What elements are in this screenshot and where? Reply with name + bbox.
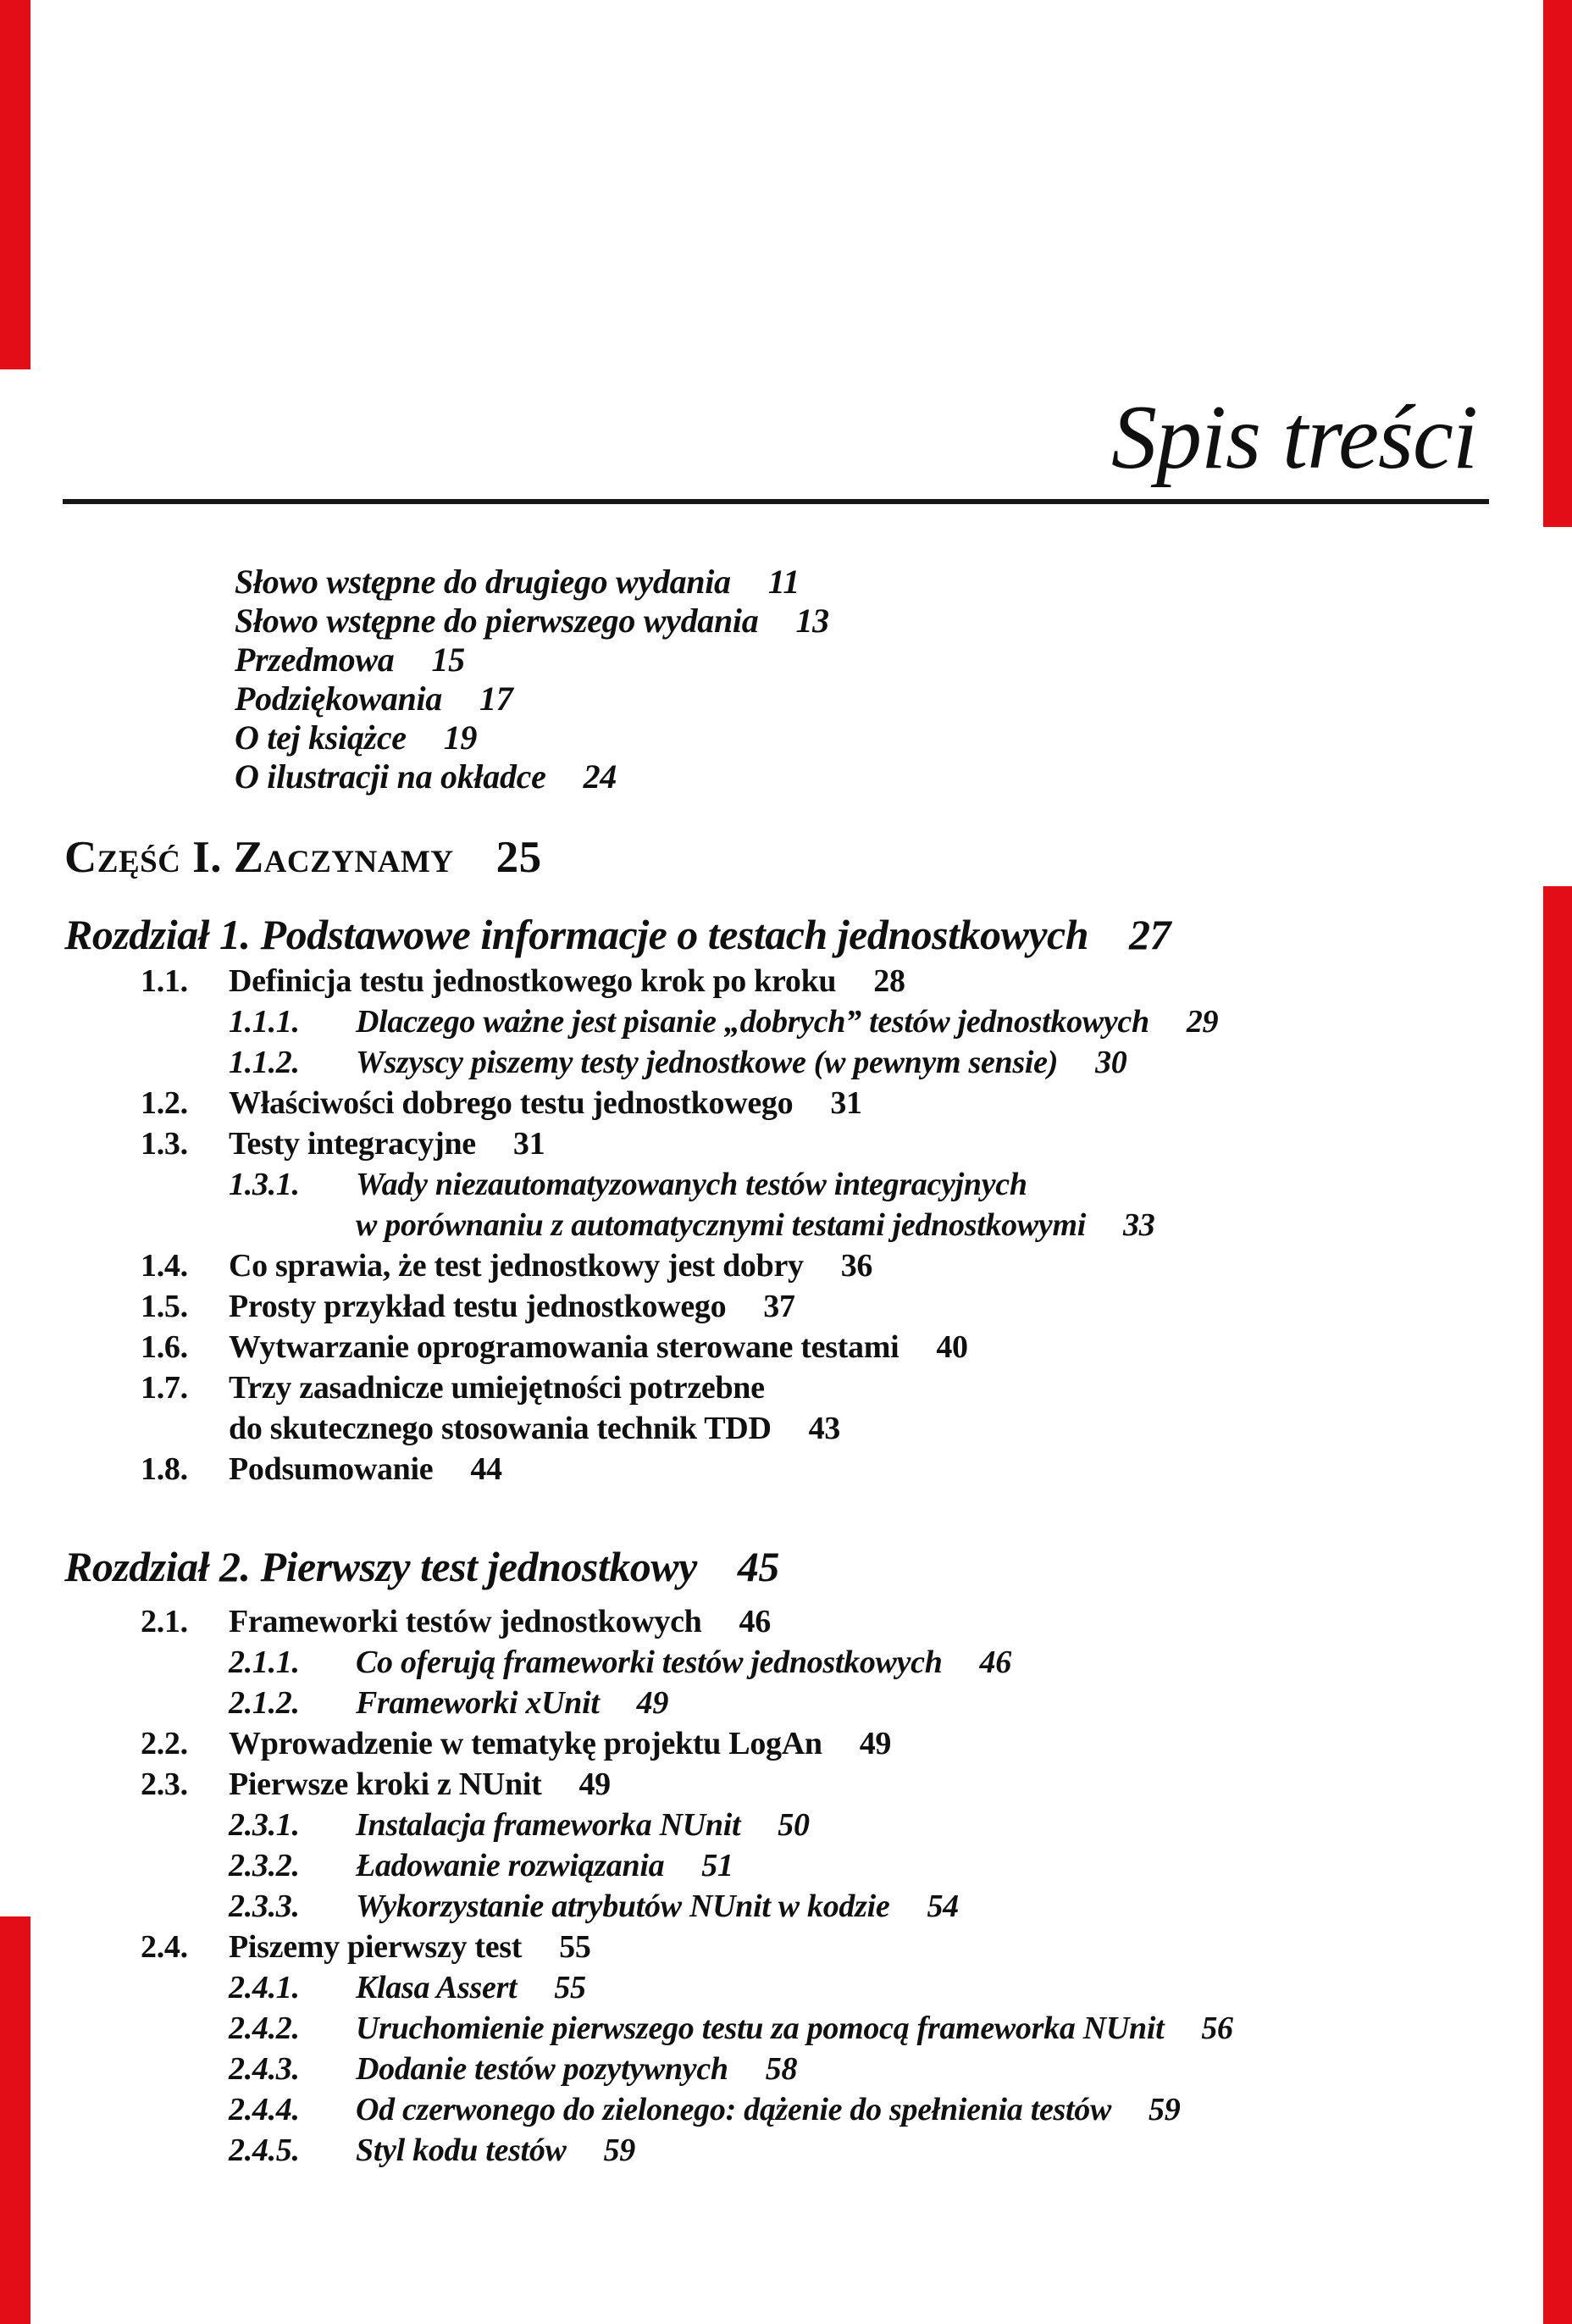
toc-entry-number: 2.1.1. [229, 1645, 300, 1680]
toc-entry-number: 1.8. [141, 1451, 188, 1487]
toc-entry-page: 17 [479, 679, 513, 718]
toc-entry-page: 28 [873, 963, 905, 999]
toc-entry-number: 2.3.1. [229, 1807, 300, 1843]
toc-entry [0, 1845, 1572, 1886]
toc-entry-label: Pierwsze kroki z NUnit [229, 1767, 542, 1802]
toc-entry-page: 19 [443, 718, 478, 757]
chapter-2-entries [0, 1601, 1572, 2171]
toc-entry-page: 24 [583, 757, 617, 796]
toc-entry-number: 2.1. [141, 1604, 188, 1639]
toc-entry-number: 1.6. [141, 1329, 188, 1365]
title-rule [63, 499, 1489, 504]
toc-entry [235, 718, 829, 757]
toc-entry-label: Wykorzystanie atrybutów NUnit w kodzie [356, 1889, 890, 1924]
chapter-1-entries [0, 961, 1572, 1489]
toc-entry [0, 2089, 1572, 2130]
toc-entry-continuation [0, 1408, 1572, 1449]
toc-entry-label: Trzy zasadnicze umiejętności potrzebne [229, 1370, 765, 1406]
toc-entry-label: Właściwości dobrego testu jednostkowego [229, 1085, 794, 1121]
toc-entry-number: 2.4. [141, 1929, 188, 1965]
chapter-heading-label: Rozdział 2. Pierwszy test jednostkowy [64, 1543, 697, 1590]
toc-entry-label: Dlaczego ważne jest pisanie „dobrych” testów jednostkowych [356, 1004, 1149, 1040]
toc-entry-label: O ilustracji na okładce [235, 757, 546, 796]
toc-entry-label: Dodanie testów pozytywnych [356, 2051, 728, 2087]
toc-entry [235, 757, 829, 796]
toc-entry-label: Co sprawia, że test jednostkowy jest dobry [229, 1248, 804, 1284]
toc-entry-number: 2.3. [141, 1767, 188, 1802]
toc-entry-number: 2.4.5. [229, 2133, 300, 2168]
toc-entry-number: 2.3.2. [229, 1848, 300, 1883]
toc-entry [0, 1927, 1572, 1967]
toc-entry [235, 641, 829, 679]
toc-entry [0, 1642, 1572, 1683]
toc-entry [0, 1042, 1572, 1083]
toc-entry-number: 1.5. [141, 1289, 188, 1324]
toc-entry [0, 961, 1572, 1001]
toc-entry [235, 563, 829, 602]
toc-entry-page: 49 [578, 1767, 611, 1802]
toc-entry-number: 1.7. [141, 1370, 188, 1406]
toc-entry-number: 2.1.2. [229, 1685, 300, 1721]
toc-entry-page: 37 [763, 1289, 795, 1324]
toc-entry [0, 1083, 1572, 1123]
toc-entry-page: 11 [767, 563, 800, 601]
toc-entry-label: Podziękowania [235, 679, 443, 718]
toc-entry-page: 49 [636, 1685, 669, 1721]
toc-entry-label: Od czerwonego do zielonego: dążenie do spełnienia testów [356, 2092, 1112, 2127]
toc-entry [0, 1123, 1572, 1164]
toc-entry-page: 49 [859, 1726, 892, 1761]
toc-entry-label: Styl kodu testów [356, 2133, 567, 2168]
toc-entry [0, 2008, 1572, 2049]
toc-entry-label: Piszemy pierwszy test [229, 1929, 523, 1965]
toc-entry-page: 15 [431, 641, 465, 679]
toc-entry-page: 59 [1149, 2092, 1181, 2127]
toc-entry-page: 33 [1123, 1207, 1155, 1243]
toc-entry [0, 1886, 1572, 1927]
toc-entry-number: 1.1. [141, 963, 188, 999]
toc-entry [0, 1723, 1572, 1764]
toc-entry-label: Wszyscy piszemy testy jednostkowe (w pewnym sensie) [356, 1045, 1059, 1080]
toc-entry [0, 1001, 1572, 1042]
chapter-heading-page: 45 [737, 1543, 779, 1590]
toc-entry-page: 44 [470, 1451, 502, 1487]
page-edge-right-top [1543, 0, 1572, 527]
toc-entry-page: 30 [1095, 1045, 1127, 1080]
toc-entry-number: 2.2. [141, 1726, 188, 1761]
toc-entry-page: 36 [840, 1248, 873, 1284]
toc-entry-label: Słowo wstępne do pierwszego wydania [235, 602, 759, 640]
toc-entry-label: Słowo wstępne do drugiego wydania [235, 563, 731, 601]
toc-entry [235, 679, 829, 718]
toc-entry-page: 43 [808, 1411, 841, 1446]
toc-entry-page: 51 [701, 1848, 733, 1883]
toc-entry [0, 1764, 1572, 1805]
toc-entry [0, 2049, 1572, 2089]
toc-entry-page: 59 [603, 2133, 635, 2168]
part-heading-page: 25 [495, 833, 542, 882]
toc-entry [0, 1245, 1572, 1286]
toc-entry-label: Wytwarzanie oprogramowania sterowane testami [229, 1329, 899, 1365]
toc-entry [0, 1683, 1572, 1723]
toc-entry-page: 55 [559, 1929, 591, 1965]
toc-entry-number: 2.4.4. [229, 2092, 300, 2127]
toc-entry-continuation [0, 1205, 1572, 1245]
toc-entry-page: 50 [778, 1807, 810, 1843]
toc-entry-page: 46 [979, 1645, 1011, 1680]
toc-entry-number: 1.2. [141, 1085, 188, 1121]
chapter-1-heading [64, 913, 1171, 956]
toc-entry [235, 602, 829, 641]
toc-entry-label: Wprowadzenie w tematykę projektu LogAn [229, 1726, 822, 1761]
toc-entry [0, 1601, 1572, 1642]
toc-entry-label: w porównaniu z automatycznymi testami jednostkowymi [356, 1207, 1086, 1243]
toc-entry-label: Wady niezautomatyzowanych testów integracyjnych [356, 1167, 1027, 1202]
page-title: Spis treści [1111, 387, 1477, 488]
toc-entry [0, 1449, 1572, 1489]
chapter-heading-label: Rozdział 1. Podstawowe informacje o testach jednostkowych [64, 911, 1089, 958]
toc-entry [0, 1967, 1572, 2008]
toc-entry-page: 31 [512, 1126, 545, 1162]
toc-entry-page: 54 [927, 1889, 959, 1924]
toc-entry [0, 1286, 1572, 1327]
page-edge-left-top [0, 0, 30, 369]
toc-entry-number: 1.4. [141, 1248, 188, 1284]
toc-entry-page: 56 [1201, 2011, 1233, 2046]
toc-entry-page: 40 [936, 1329, 968, 1365]
toc-entry-label: Uruchomienie pierwszego testu za pomocą frameworka NUnit [356, 2011, 1165, 2046]
toc-entry-label: Klasa Assert [356, 1970, 518, 2005]
toc-entry [0, 2130, 1572, 2171]
toc-entry-label: Podsumowanie [229, 1451, 434, 1487]
part-heading [64, 835, 542, 880]
toc-entry-number: 1.3. [141, 1126, 188, 1162]
toc-entry-label: Prosty przykład testu jednostkowego [229, 1289, 727, 1324]
toc-entry-page: 13 [795, 602, 829, 640]
toc-entry-number: 2.4.2. [229, 2011, 300, 2046]
toc-entry [0, 1164, 1572, 1205]
toc-entry-number: 2.3.3. [229, 1889, 300, 1924]
toc-entry-page: 58 [765, 2051, 798, 2087]
toc-entry-label: Przedmowa [235, 641, 395, 679]
toc-entry-number: 1.1.2. [229, 1045, 300, 1080]
toc-entry-number: 1.1.1. [229, 1004, 300, 1040]
toc-entry [0, 1367, 1572, 1408]
front-matter-list [235, 563, 829, 796]
toc-entry-label: Co oferują frameworki testów jednostkowych [356, 1645, 943, 1680]
toc-entry-label: Definicja testu jednostkowego krok po kroku [229, 963, 837, 999]
toc-entry-label: Instalacja frameworka NUnit [356, 1807, 741, 1843]
chapter-heading-page: 27 [1129, 911, 1171, 958]
part-heading-label: Część I. Zaczynamy [64, 833, 454, 882]
toc-entry-page: 55 [554, 1970, 586, 2005]
toc-entry-page: 46 [739, 1604, 771, 1639]
toc-entry-number: 1.3.1. [229, 1167, 300, 1202]
chapter-2-heading [64, 1545, 779, 1588]
toc-entry-label: do skutecznego stosowania technik TDD [229, 1411, 772, 1446]
toc-entry-label: O tej książce [235, 718, 407, 757]
toc-entry-label: Ładowanie rozwiązania [356, 1848, 665, 1883]
toc-entry-page: 29 [1186, 1004, 1219, 1040]
toc-entry-page: 31 [830, 1085, 862, 1121]
toc-entry-number: 2.4.3. [229, 2051, 300, 2087]
toc-entry-number: 2.4.1. [229, 1970, 300, 2005]
toc-entry-label: Frameworki testów jednostkowych [229, 1604, 702, 1639]
toc-entry-label: Testy integracyjne [229, 1126, 476, 1162]
toc-entry [0, 1327, 1572, 1367]
toc-entry-label: Frameworki xUnit [356, 1685, 600, 1721]
toc-entry [0, 1805, 1572, 1845]
